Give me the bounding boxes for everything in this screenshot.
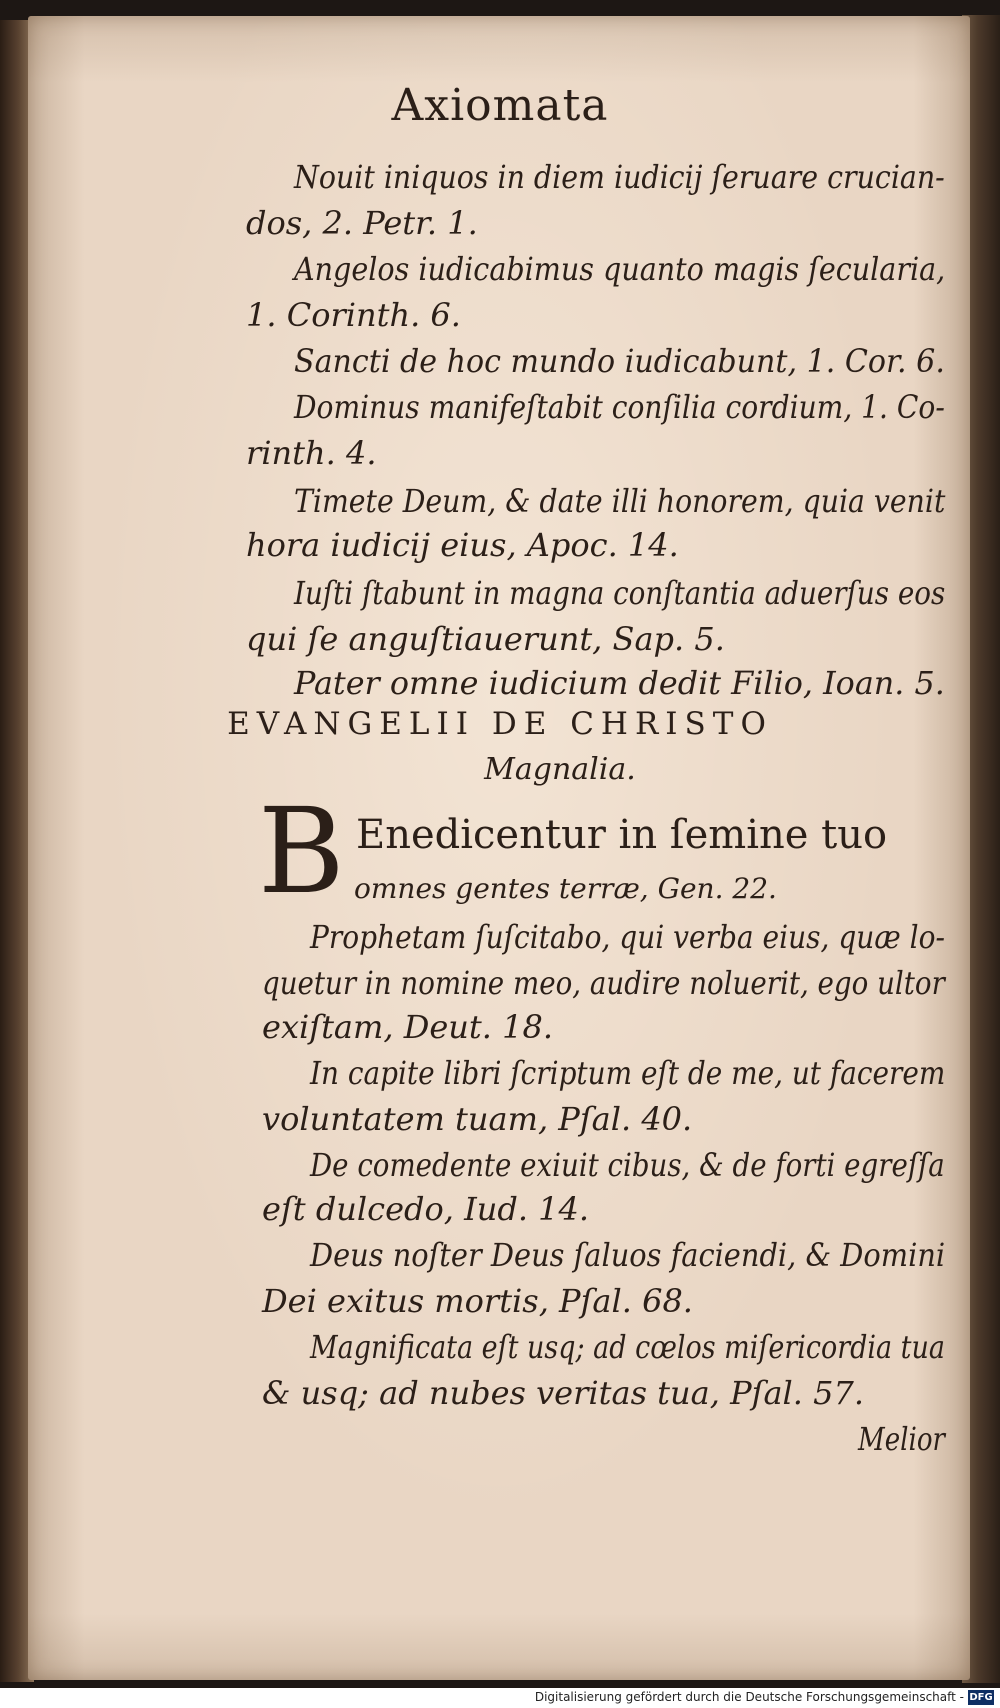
text-line: Timete Deum, & date illi honorem, quia venit <box>294 482 946 520</box>
text-line: Sancti de hoc mundo iudicabunt, 1. Cor. 6. <box>294 342 945 380</box>
digitization-footer <box>0 1688 1000 1708</box>
dfg-logo-icon: DFG <box>969 1692 993 1703</box>
text-line: Nouit iniquos in diem iudicij ſeruare crucian- <box>294 158 945 196</box>
running-head: Axiomata <box>391 80 609 131</box>
text-line: dos, 2. Petr. 1. <box>246 204 478 242</box>
text-line: Angelos iudicabimus quanto magis ſecularia, <box>294 250 946 288</box>
drop-cap: B <box>258 782 345 920</box>
text-line: rinth. 4. <box>246 434 377 472</box>
text-line: exiſtam, Deut. 18. <box>262 1008 553 1046</box>
text-line: hora iudicij eius, Apoc. 14. <box>246 526 679 564</box>
text-line: qui ſe anguſtiauerunt, Sap. 5. <box>246 620 725 658</box>
text-line: Dei exitus mortis, Pſal. 68. <box>262 1282 693 1320</box>
text-line: Prophetam ſuſcitabo, qui verba eius, quæ lo- <box>310 918 945 956</box>
section-subtitle: Magnalia. <box>484 752 636 787</box>
text-line: omnes gentes terræ, Gen. 22. <box>354 872 777 905</box>
section-title: EVANGELII DE CHRISTO <box>227 706 773 742</box>
text-line: In capite libri ſcriptum eſt de me, ut facerem <box>310 1054 946 1092</box>
text-line: Pater omne iudicium dedit Filio, Ioan. 5. <box>294 664 945 702</box>
text-line: voluntatem tuam, Pſal. 40. <box>262 1100 693 1138</box>
text-line: Iuſti ſtabunt in magna conſtantia aduerſus eos <box>294 574 946 612</box>
text-line: 1. Corinth. 6. <box>246 296 461 334</box>
text-line: eſt dulcedo, Iud. 14. <box>262 1190 590 1228</box>
text-line: Dominus manifeſtabit conſilia cordium, 1. Co- <box>294 388 945 426</box>
footer-credit: Digitalisierung gefördert durch die Deutsche Forschungsgemeinschaft - <box>534 1690 964 1704</box>
text-line: Deus noſter Deus ſaluos faciendi, & Domini <box>310 1236 946 1274</box>
text-line: De comedente exiuit cibus, & de forti egreſſa <box>310 1146 945 1184</box>
text-line: Magnificata eſt usq; ad cœlos miſericordia tua <box>310 1328 945 1366</box>
catchword: Melior <box>858 1420 945 1458</box>
text-line: quetur in nomine meo, audire noluerit, ego ultor <box>262 964 945 1002</box>
text-line: & usq; ad nubes veritas tua, Pſal. 57. <box>262 1374 864 1412</box>
first-line: Enedicentur in ſemine tuo <box>356 812 888 858</box>
